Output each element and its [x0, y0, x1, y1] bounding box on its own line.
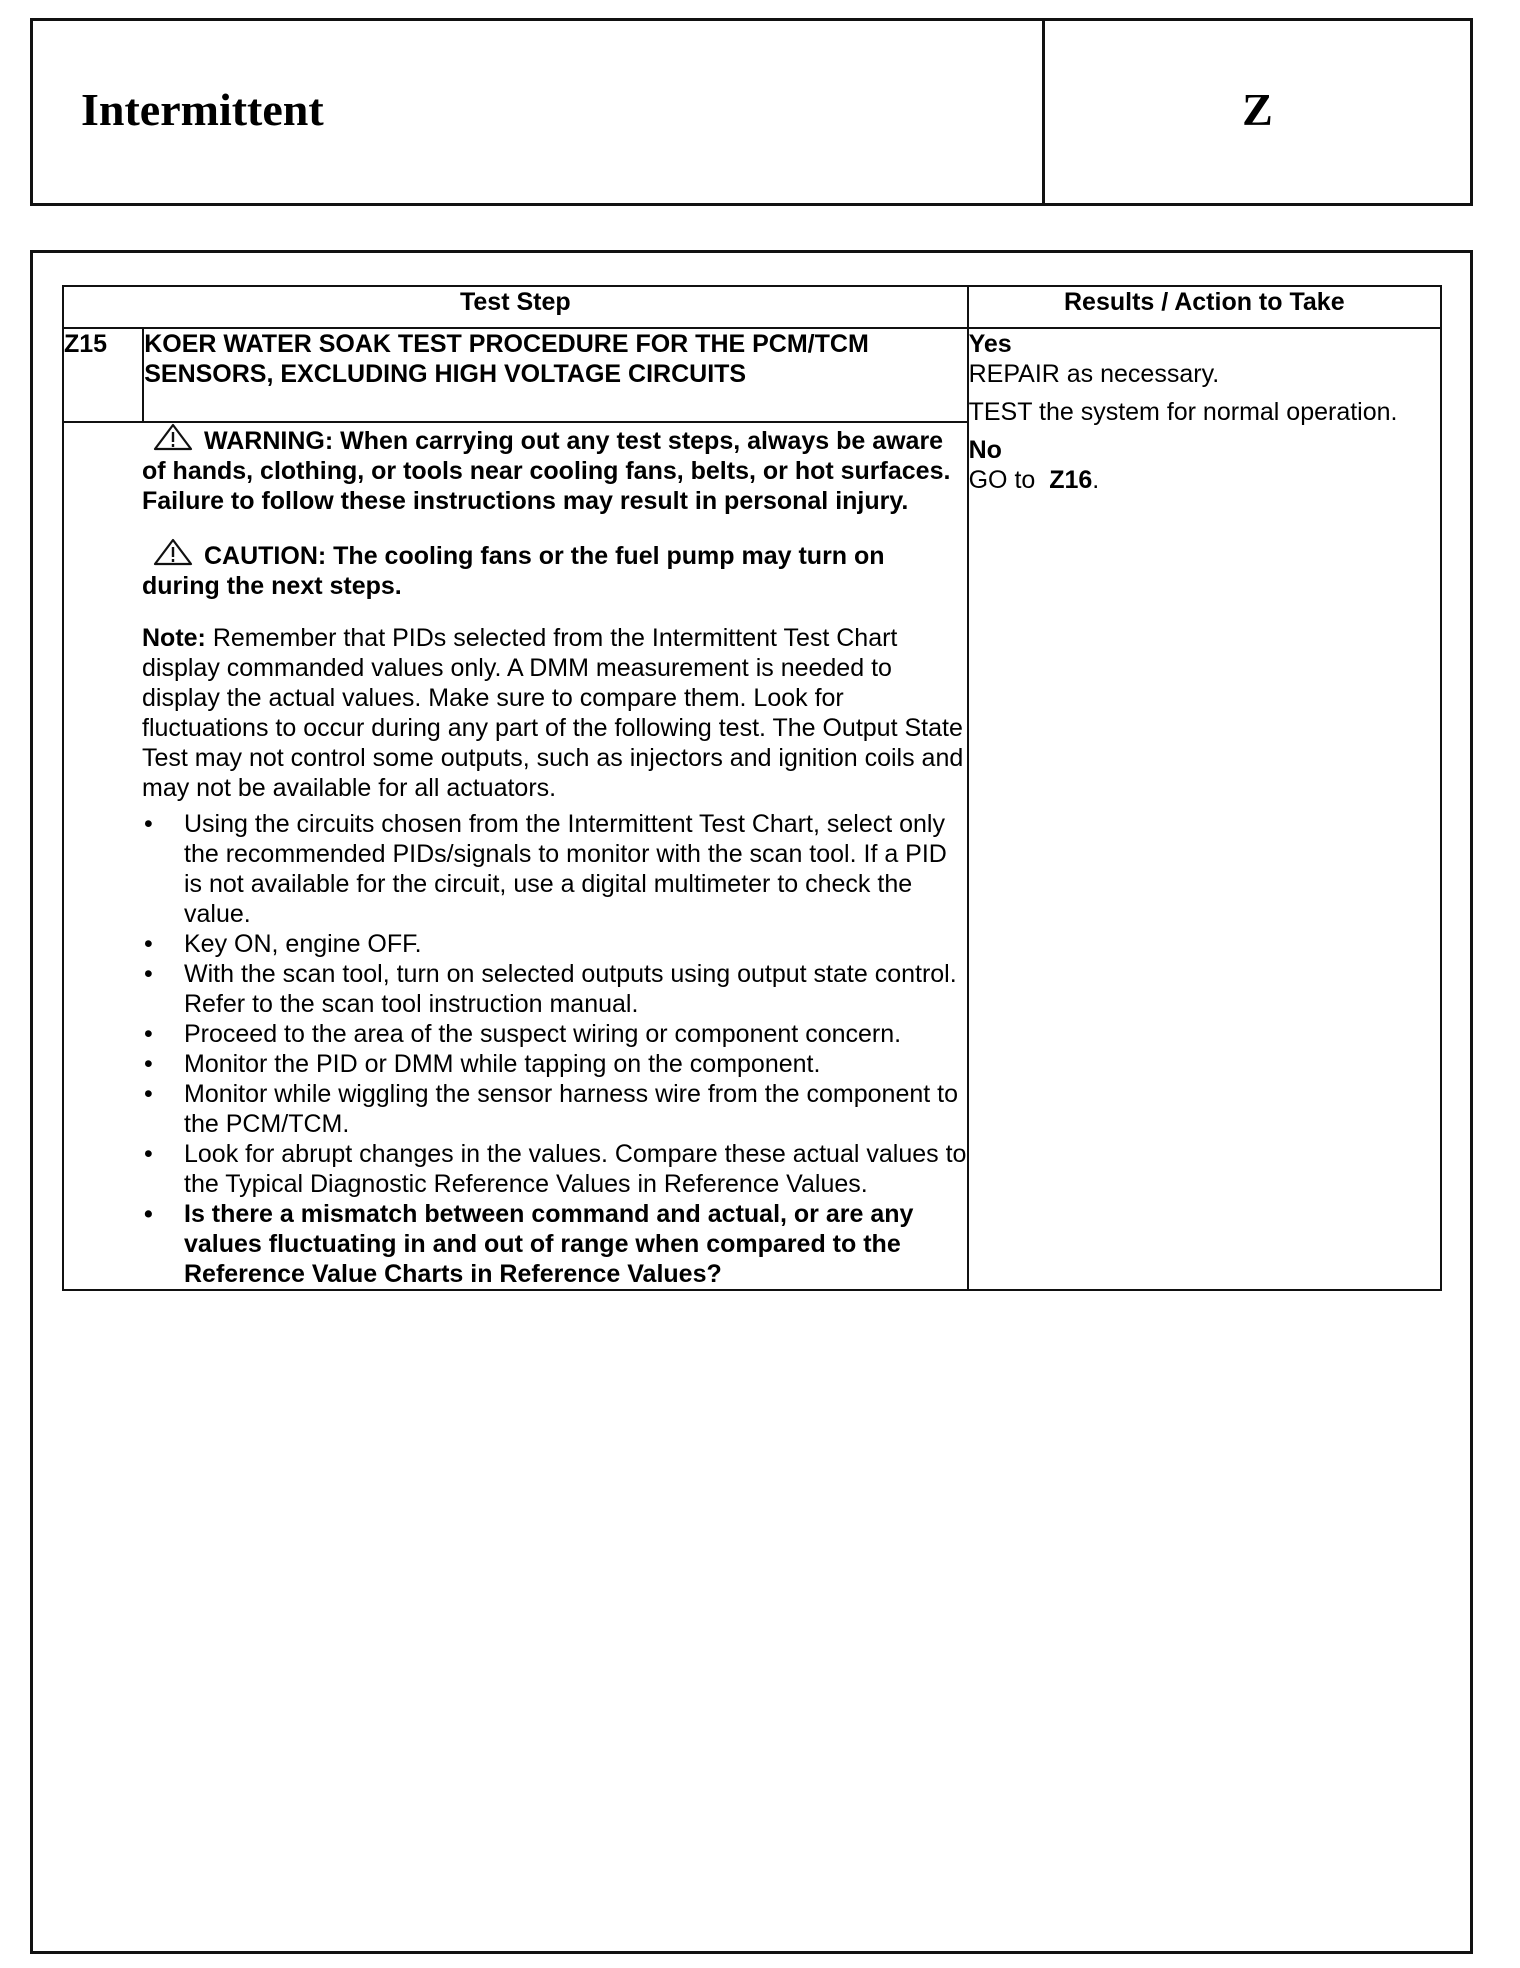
list-item: • Proceed to the area of the suspect wiring or component concern. [142, 1019, 967, 1049]
list-item: • With the scan tool, turn on selected outputs using output state control. Refer to the scan tool instruction manual. [142, 959, 967, 1019]
note-text: Remember that PIDs selected from the Intermittent Test Chart display commanded values only. A DMM measurement is needed to display the actual values. Make sure to compare them. Look for fluctuations to occur during any part of the following test. The Output State Test may not control some outputs, such as injectors and ignition coils and may not be available for all actuators. [142, 624, 964, 802]
step-title-row [63, 328, 1441, 422]
decision-question: • Is there a mismatch between command and actual, or are any values fluctuating in and out of range when compared to the Reference Value Charts in Reference Values? [142, 1199, 967, 1289]
warning-text: WARNING: When carrying out any test steps, always be aware of hands, clothing, or tools near cooling fans, belts, or hot surfaces. Failure to follow these instructions may result in personal injury. [142, 427, 951, 515]
table-header-row [63, 286, 1441, 328]
caution-triangle-icon [152, 538, 194, 566]
section-title: Intermittent [81, 84, 324, 135]
results-cell [968, 328, 1441, 1290]
warning-triangle-icon [152, 423, 194, 451]
step-number: Z15 [63, 328, 143, 422]
warning-block [142, 423, 967, 516]
result-no-label: No [968, 436, 1002, 464]
result-no-action-suffix: . [1092, 466, 1100, 494]
step-body [63, 422, 968, 1290]
result-no-action-ref: Z16 [1049, 466, 1093, 494]
caution-text: CAUTION: The cooling fans or the fuel pump may turn on during the next steps. [142, 542, 885, 600]
list-item: • Look for abrupt changes in the values. Compare these actual values to the Typical Diagnostic Reference Values in Reference Values. [142, 1139, 967, 1199]
list-item: • Monitor while wiggling the sensor harness wire from the component to the PCM/TCM. [142, 1079, 967, 1139]
test-step-table [62, 285, 1442, 1291]
step-title: KOER WATER SOAK TEST PROCEDURE FOR THE PCM/TCM SENSORS, EXCLUDING HIGH VOLTAGE CIRCUITS [143, 328, 967, 422]
result-no-action [969, 465, 1440, 495]
result-yes-action-test: TEST the system for normal operation. [968, 398, 1398, 426]
result-yes-action-repair: REPAIR as necessary. [968, 360, 1220, 388]
column-header-test-step: Test Step [63, 286, 968, 328]
caution-block [142, 538, 967, 601]
list-item: • Using the circuits chosen from the Intermittent Test Chart, select only the recommended PIDs/signals to monitor with the scan tool. If a PID is not available for the circuit, use a digital multimeter to check the value. [142, 809, 967, 929]
result-no-action-prefix: GO to [968, 466, 1036, 494]
procedure-list [142, 809, 967, 1289]
section-letter: Z [1242, 84, 1273, 135]
list-item: • Monitor the PID or DMM while tapping on the component. [142, 1049, 967, 1079]
list-item: • Key ON, engine OFF. [142, 929, 967, 959]
note-label: Note: [142, 624, 206, 652]
note-block [142, 623, 967, 803]
column-header-results: Results / Action to Take [968, 286, 1441, 328]
section-header [30, 18, 1473, 206]
result-yes-label: Yes [968, 330, 1012, 358]
